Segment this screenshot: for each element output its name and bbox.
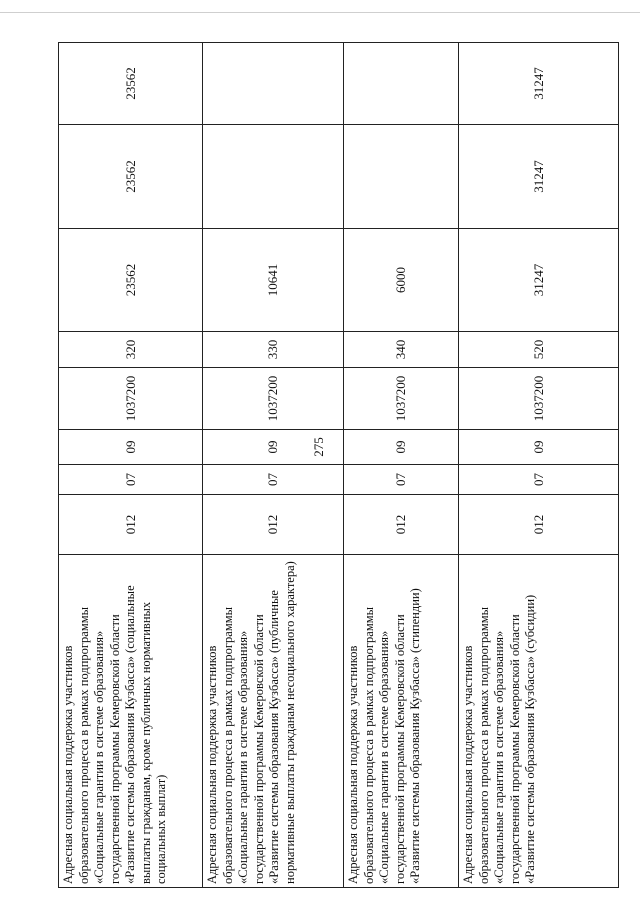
table-row xyxy=(459,43,619,888)
ministry-code-cell: 012 xyxy=(59,495,203,555)
subsection-code-cell: 09 xyxy=(59,430,203,465)
target-code-cell: 1037200 xyxy=(344,368,459,430)
section-code-cell: 07 xyxy=(459,465,619,495)
target-code-cell: 1037200 xyxy=(203,368,344,430)
ministry-code-cell: 012 xyxy=(344,495,459,555)
row-name-cell: Адресная социальная поддержка участников образовательного процесса в рамках подпрограммы «Социальные гарантии в системе образования» государственной программы Кемеровской области «Развитие системы образования Кузбасса» (социальные выплаты гражданам, кроме публичных нормативных социальных выплат) xyxy=(59,555,203,888)
amount-3-cell xyxy=(344,43,459,125)
budget-table xyxy=(58,42,619,888)
row-name-cell: Адресная социальная поддержка участников образовательного процесса в рамках подпрограммы «Социальные гарантии в системе образования» государственной программы Кемеровской области «Развитие системы образования Кузбасса» (субсидии) xyxy=(459,555,619,888)
amount-3-cell: 23562 xyxy=(59,43,203,125)
ministry-code-cell: 012 xyxy=(203,495,344,555)
target-code-cell: 1037200 xyxy=(459,368,619,430)
expense-type-cell: 340 xyxy=(344,332,459,368)
expense-type-cell: 330 xyxy=(203,332,344,368)
amount-2-cell: 31247 xyxy=(459,125,619,229)
amount-2-cell xyxy=(203,125,344,229)
section-code-cell: 07 xyxy=(59,465,203,495)
subsection-code-cell: 09 xyxy=(203,430,344,465)
amount-3-cell: 31247 xyxy=(459,43,619,125)
ministry-code-cell: 012 xyxy=(459,495,619,555)
amount-1-cell: 6000 xyxy=(344,229,459,332)
expense-type-cell: 320 xyxy=(59,332,203,368)
amount-1-cell: 23562 xyxy=(59,229,203,332)
row-name-cell: Адресная социальная поддержка участников образовательного процесса в рамках подпрограммы «Социальные гарантии в системе образования» государственной программы Кемеровской области «Развитие системы образования Кузбасса» (публичные нормативные выплаты гражданам несоциального характера) xyxy=(203,555,344,888)
target-code-cell: 1037200 xyxy=(59,368,203,430)
section-code-cell: 07 xyxy=(203,465,344,495)
top-rule xyxy=(0,12,640,13)
page-number-text: 275 xyxy=(311,437,326,457)
amount-3-cell xyxy=(203,43,344,125)
table-row xyxy=(59,43,203,888)
amount-2-cell: 23562 xyxy=(59,125,203,229)
row-name-cell: Адресная социальная поддержка участников образовательного процесса в рамках подпрограммы «Социальные гарантии в системе образования» государственной программы Кемеровской области «Развитие системы образования Кузбасса» (стипендии) xyxy=(344,555,459,888)
subsection-code-cell: 09 xyxy=(459,430,619,465)
subsection-code-cell: 09 xyxy=(344,430,459,465)
amount-1-cell: 10641 xyxy=(203,229,344,332)
table-row xyxy=(203,43,344,888)
amount-2-cell xyxy=(344,125,459,229)
section-code-cell: 07 xyxy=(344,465,459,495)
amount-1-cell: 31247 xyxy=(459,229,619,332)
rotated-table-wrapper xyxy=(58,43,618,888)
expense-type-cell: 520 xyxy=(459,332,619,368)
table-row xyxy=(344,43,459,888)
